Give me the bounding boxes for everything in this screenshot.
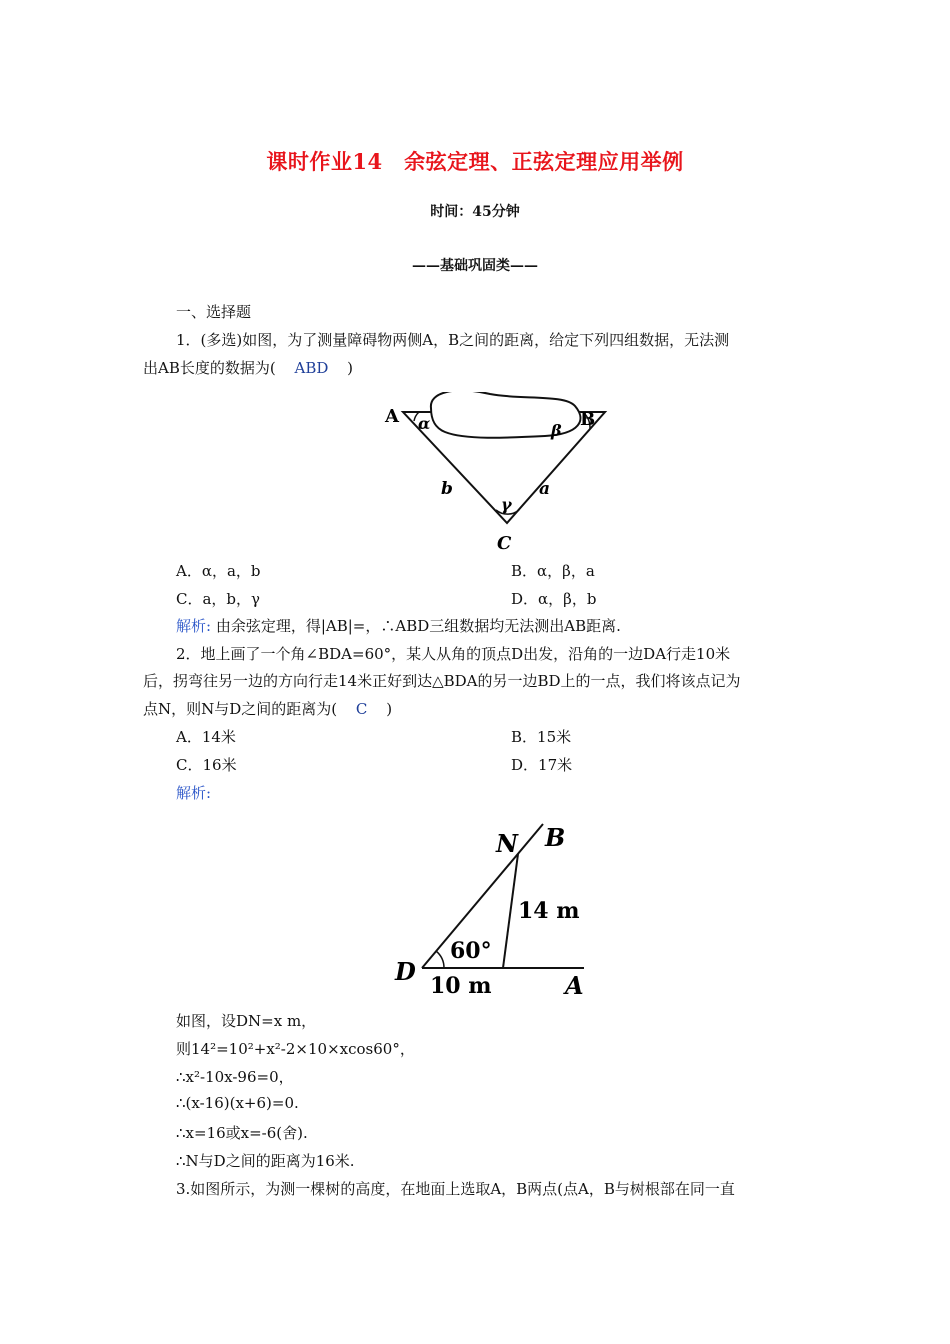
label-point-b: B <box>580 409 596 430</box>
q2-option-a: A．14米 <box>176 728 236 746</box>
label-base-length: 10 m <box>430 973 492 999</box>
q1-line-1: 1．(多选)如图，为了测量障碍物两侧A，B之间的距离，给定下列四组数据，无法测 <box>176 331 730 349</box>
q1-close-paren: ) <box>347 359 354 377</box>
solution-line-5: ∴x=16或x=-6(舍). <box>176 1124 308 1142</box>
q1-analysis-text: 由余弦定理，得|AB|=，∴ABD三组数据均无法测出AB距离. <box>215 617 621 635</box>
q2-line-3 <box>143 698 392 719</box>
label-point-a: A <box>385 406 399 427</box>
category-heading: ——基础巩固类—— <box>412 258 538 274</box>
q3-line-1: 3.如图所示，为测一棵树的高度，在地面上选取A，B两点(点A，B与树根部在同一直 <box>176 1180 735 1198</box>
q2-analysis-label: 解析: <box>176 784 212 802</box>
q2-option-c: C．16米 <box>176 756 237 774</box>
q2-line-2: 后，拐弯往另一边的方向行走14米正好到达△BDA的另一边BD上的一点，我们将该点记为 <box>143 672 741 690</box>
q2-line-1: 2．地上画了一个角∠BDA=60°，某人从角的顶点D出发，沿角的一边DA行走10米 <box>176 645 731 663</box>
label-alpha: α <box>418 414 431 433</box>
label-side-b: b <box>441 479 453 499</box>
q1-line-2 <box>143 357 353 378</box>
q1-triangle-figure <box>375 392 615 557</box>
label-gamma: γ <box>501 495 512 514</box>
solution-line-3: ∴x²-10x-96=0， <box>176 1068 294 1086</box>
label-side-a: a <box>539 479 551 499</box>
q1-option-c: C．a，b，γ <box>176 590 260 608</box>
q2-option-b: B．15米 <box>511 728 572 746</box>
page-title: 课时作业14 余弦定理、正弦定理应用举例 <box>266 149 684 174</box>
q1-answer: ABD <box>294 359 329 377</box>
solution-line-6: ∴N与D之间的距离为16米. <box>176 1152 355 1170</box>
label-point-n: N <box>496 829 518 858</box>
q2-answer: C <box>355 700 368 718</box>
solution-line-2: 则14²=10²+x²-2×10×xcos60°， <box>176 1040 415 1058</box>
q1-analysis-label: 解析: <box>176 617 212 635</box>
time-limit: 时间：45分钟 <box>430 204 520 220</box>
label-point-d: D <box>395 957 416 986</box>
label-point-c: C <box>497 533 512 554</box>
q1-option-d: D．α，β，b <box>511 590 597 608</box>
angle-arc <box>436 951 444 968</box>
segment-an <box>503 854 518 968</box>
label-point-a: A <box>565 971 584 1000</box>
label-point-b: B <box>545 823 566 852</box>
q2-close-paren: ) <box>386 700 393 718</box>
solution-line-1: 如图，设DN=x m， <box>176 1012 317 1030</box>
label-beta: β <box>551 421 562 440</box>
q2-stem-end: 点N，则N与D之间的距离为( <box>143 700 338 718</box>
label-side-length: 14 m <box>518 898 580 924</box>
q2-option-d: D．17米 <box>511 756 573 774</box>
q1-option-a: A．α，a，b <box>176 562 261 580</box>
section-heading: 一、选择题 <box>176 303 252 321</box>
label-angle: 60° <box>450 938 492 964</box>
q1-option-b: B．α，β，a <box>511 562 595 580</box>
solution-line-4: ∴(x-16)(x+6)=0. <box>176 1094 299 1112</box>
q1-stem-end: 出AB长度的数据为( <box>143 359 276 377</box>
q1-analysis <box>176 615 621 636</box>
q2-angle-figure <box>392 812 602 1002</box>
